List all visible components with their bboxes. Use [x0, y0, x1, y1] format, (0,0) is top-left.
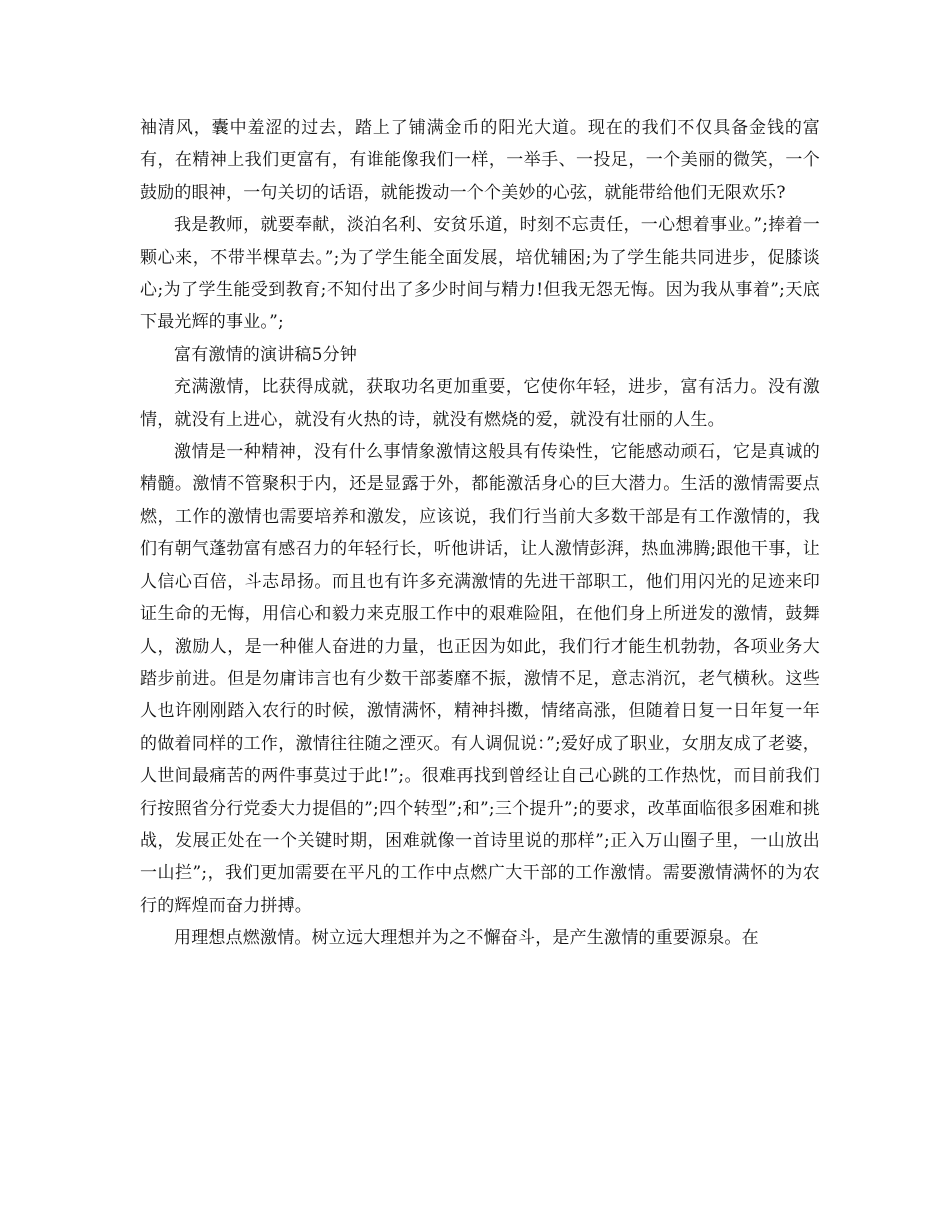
paragraph-3: 充满激情，比获得成就，获取功名更加重要，它使你年轻，进步，富有活力。没有激情，就没有上进心，就没有火热的诗，就没有燃烧的爱，就没有壮丽的人生。 — [140, 377, 820, 430]
paragraph-2: 我是教师，就要奉献，淡泊名利、安贫乐道，时刻不忘责任，一心想着事业。”;捧着一颗心来，不带半棵草去。”;为了学生能全面发展，培优辅困;为了学生能共同进步，促膝谈心;为了学生能受到教育;不知付出了多少时间与精力!但我无怨无悔。因为我从事着”;天底下最光辉的事业。”; — [140, 215, 820, 333]
paragraph-4: 激情是一种精神，没有什么事情象激情这般具有传染性，它能感动顽石，它是真诚的精髓。激情不管聚积于内，还是显露于外，都能激活身心的巨大潜力。生活的激情需要点燃，工作的激情也需要培养和激发，应该说，我们行当前大多数干部是有工作激情的，我们有朝气蓬勃富有感召力的年轻行长，听他讲话，让人激情彭湃，热血沸腾;跟他干事，让人信心百倍，斗志昂扬。而且也有许多充满激情的先进干部职工，他们用闪光的足迹来印证生命的无悔，用信心和毅力来克服工作中的艰难险阻，在他们身上所迸发的激情，鼓舞人，激励人，是一种催人奋进的力量，也正因为如此，我们行才能生机勃勃，各项业务大踏步前进。但是勿庸讳言也有少数干部萎靡不振，激情不足，意志消沉，老气横秋。这些人也许刚刚踏入农行的时候，激情满怀，精神抖擞，情绪高涨，但随着日复一日年复一年的做着同样的工作，激情往往随之湮灭。有人调侃说：”;爱好成了职业，女朋友成了老婆，人世间最痛苦的两件事莫过于此!”;。很难再找到曾经让自己心跳的工作热忱，而目前我们行按照省分行党委大力提倡的”;四个转型”;和”;三个提升”;的要求，改革面临很多困难和挑战，发展正处在一个关键时期，困难就像一首诗里说的那样”;正入万山圈子里，一山放出一山拦”;，我们更加需要在平凡的工作中点燃广大干部的工作激情。需要激情满怀的为农行的辉煌而奋力拼搏。 — [140, 442, 820, 916]
section-heading: 富有激情的演讲稿5分钟 — [174, 344, 358, 365]
paragraph-1: 袖清风，囊中羞涩的过去，踏上了铺满金币的阳光大道。现在的我们不仅具备金钱的富有，在精神上我们更富有，有谁能像我们一样，一举手、一投足，一个美丽的微笑，一个鼓励的眼神，一句关切的话语，就能拨动一个个美妙的心弦，就能带给他们无限欢乐? — [140, 118, 820, 203]
paragraph-5: 用理想点燃激情。树立远大理想并为之不懈奋斗，是产生激情的重要源泉。在 — [174, 928, 759, 949]
document-body — [140, 112, 820, 955]
